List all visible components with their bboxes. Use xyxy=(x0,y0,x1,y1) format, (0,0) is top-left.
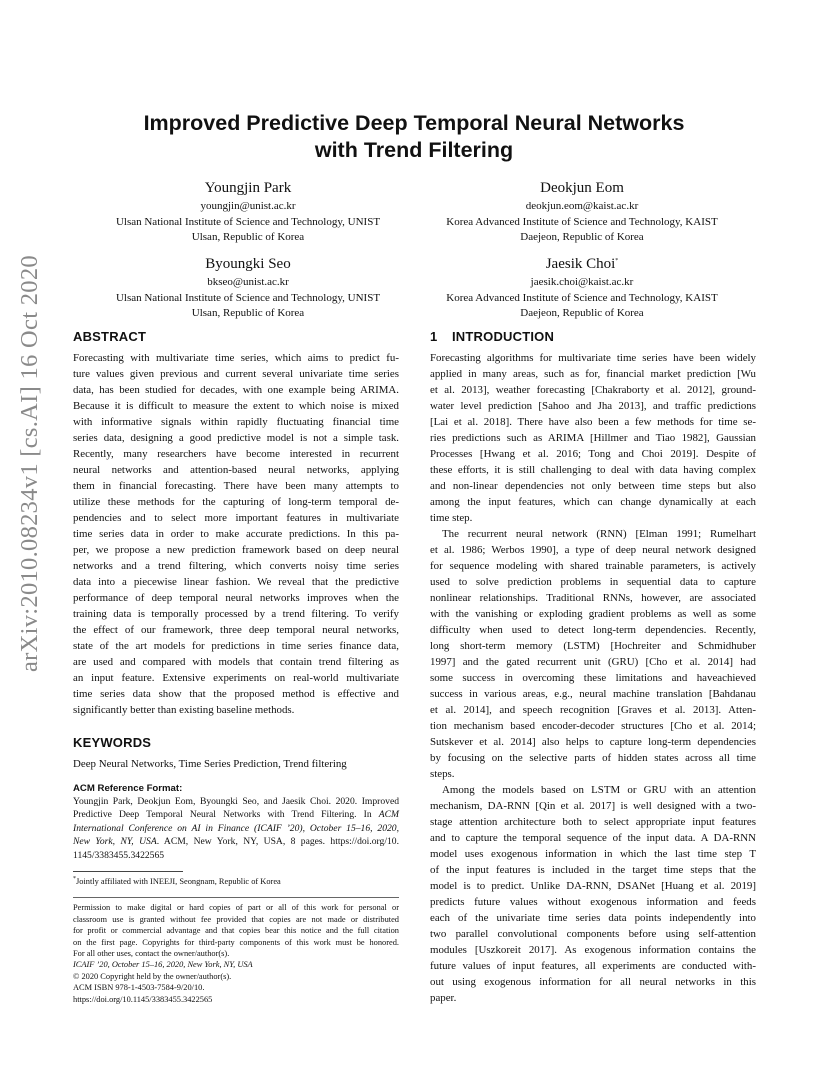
text-line: nonlinear relationships. Traditional RNNs, however, are associated xyxy=(430,592,756,604)
text-line: them in financial forecasting. There have been many attempts to xyxy=(73,480,399,492)
author-location: Ulsan, Republic of Korea xyxy=(191,231,305,243)
text-line: water level prediction [Sahoo and Jha 2013], and traffic predictions xyxy=(430,400,756,412)
title-line-2: with Trend Filtering xyxy=(314,138,514,162)
abstract-body xyxy=(73,350,399,718)
text-line: these efforts, it is still challenging to deal with data having complex xyxy=(430,464,756,476)
text-line: Processes [Hwang et al. 2016; Tong and Choi 2019]. Despite of xyxy=(430,448,756,460)
text-line: are used and compared with models that contain trend filtering as xyxy=(73,656,399,668)
keywords-text: Deep Neural Networks, Time Series Prediction, Trend filtering xyxy=(73,758,347,770)
text-line: out using exogenous information for all neural networks in this xyxy=(430,976,756,988)
author-block xyxy=(92,178,404,246)
text-line: [Lai et al. 2018]. There have also been a few methods for time se- xyxy=(430,416,756,428)
author-footnote-marker: * xyxy=(615,258,619,264)
text-line: Because it is difficult to measure the extent to which noise is mixed xyxy=(73,400,399,412)
author-email: youngjin@unist.ac.kr xyxy=(200,200,296,212)
permission-notice xyxy=(73,902,399,1005)
right-column xyxy=(430,328,756,1006)
text-line: used to solve prediction problems in sequential data to capture xyxy=(430,576,756,588)
introduction-heading xyxy=(430,328,756,346)
acm-reference-heading: ACM Reference Format: xyxy=(73,783,183,794)
footnote-divider xyxy=(73,871,183,872)
footnote-marker: * xyxy=(73,876,76,883)
text-line: 1145/3383455.3422565 xyxy=(73,849,165,861)
author-name: Deokjun Eom xyxy=(540,180,624,196)
author-affiliation: Korea Advanced Institute of Science and Technology, KAIST xyxy=(446,291,718,304)
text-line: data, has been studied for decades, with one example being ARIMA. xyxy=(73,384,399,396)
author-affiliation: Ulsan National Institute of Science and Technology, UNIST xyxy=(115,215,381,228)
doi-link[interactable]: https://doi.org/10.1145/3383455.3422565 xyxy=(73,994,213,1004)
text-line: state of the art models for predictions in time series finance data, xyxy=(73,640,399,652)
text-line: two parallel convolutional components before using self-attention xyxy=(430,928,756,940)
text-line: Forecasting algorithms for multivariate time series have been widely xyxy=(430,352,756,364)
text-line: series data, designing a good predictive model is not a simple task. xyxy=(73,432,399,444)
text-line: classroom use is granted without fee provided that copies are not made or distributed xyxy=(73,914,399,924)
text-line: pendencies and to select more important features in multivariate xyxy=(73,512,399,524)
text-line: time series data in order to make accurate predictions. In this pa- xyxy=(73,528,399,540)
text-line: International Conference on AI in Finance (ICAIF ’20), October 15–16, 2020, xyxy=(73,822,399,834)
author-name: Youngjin Park xyxy=(204,180,292,196)
text-line: time series data show that the proposed method is effective and xyxy=(73,688,399,700)
permission-divider xyxy=(73,897,399,898)
author-email: deokjun.eom@kaist.ac.kr xyxy=(525,200,639,212)
text-line: Permission to make digital or hard copies of part or all of this work for personal or xyxy=(73,903,399,913)
text-line: on the first page. Copyrights for third-party components of this work must be honored. xyxy=(73,937,399,947)
text-line: Among the models based on LSTM or GRU with an attention xyxy=(442,784,756,796)
text-line: for sequence modeling with shared trainable parameters, is actively xyxy=(430,560,756,572)
text-line: training data is temporally processed by a trend filtering. To verify xyxy=(73,608,399,620)
text-line: The recurrent neural network (RNN) [Elman 1991; Rumelhart xyxy=(442,528,756,540)
section-number: 1 xyxy=(430,329,438,344)
text-line: per, we propose a new prediction framework based on deep neural xyxy=(73,544,399,556)
text-line: For all other uses, contact the owner/author(s). xyxy=(73,948,230,958)
isbn-line: ACM ISBN 978-1-4503-7584-9/20/10. xyxy=(73,983,205,993)
text-line: significantly better than existing baseline methods. xyxy=(73,704,295,716)
text-line: and to capture the temporal sequence of the input data. A DA-RNN xyxy=(430,832,756,844)
section-title: INTRODUCTION xyxy=(452,329,555,344)
text-line: among the input features, which can change dynamically at each xyxy=(430,496,756,508)
arxiv-identifier: arXiv:2010.08234v1 [cs.AI] 16 Oct 2020 xyxy=(16,255,43,672)
author-name: Jaesik Choi xyxy=(545,256,616,272)
text-line: model uses exogenous information in which the last time step T xyxy=(430,848,756,860)
text-line: with informative signals within rapidly fluctuating financial time xyxy=(73,416,399,428)
text-line: future values of input features, all experiments are conducted with- xyxy=(430,960,756,972)
text-line: each of the univariate time series data points independently into xyxy=(430,912,756,924)
text-line: modules [Uszkoreit 2017]. As exogenous information contains the xyxy=(430,944,756,956)
author-name: Byoungki Seo xyxy=(205,256,291,272)
text-line: performance of deep temporal neural networks improves when the xyxy=(73,592,399,604)
text-line: neural networks and attention-based neural networks, applying xyxy=(73,464,399,476)
author-email: jaesik.choi@kaist.ac.kr xyxy=(530,276,634,288)
text-line: 1997] and the gated recurrent unit (GRU) [Cho et al. 2014] had xyxy=(430,656,756,668)
text-line: Predictive Deep Temporal Neural Networks with Trend Filtering. In ACM xyxy=(73,809,399,821)
copyright-line: © 2020 Copyright held by the owner/author(s). xyxy=(73,971,232,981)
keywords-heading: KEYWORDS xyxy=(73,735,152,750)
text-line: et al. 1986; Werbos 1990], a type of deep neural network designed xyxy=(430,544,756,556)
text-line: data into a piecewise linear fashion. We reveal that the predictive xyxy=(73,576,399,588)
text-line: stage attention architecture both to select appropriate input features xyxy=(430,816,756,828)
author-location: Daejeon, Republic of Korea xyxy=(520,231,644,243)
abstract-heading: ABSTRACT xyxy=(73,329,147,344)
author-location: Daejeon, Republic of Korea xyxy=(520,307,644,319)
text-line: and non-linear dependencies not only between time steps but also xyxy=(430,480,756,492)
text-line: some success in overcoming these limitations and haveachieved xyxy=(430,672,756,684)
text-line: predicts future values without exogenous information and feeds xyxy=(430,896,756,908)
footnote: *Jointly affiliated with INEEJI, Seongnam, Republic of Korea xyxy=(73,876,281,887)
author-affiliation: Korea Advanced Institute of Science and Technology, KAIST xyxy=(446,215,718,228)
author-email: bkseo@unist.ac.kr xyxy=(207,276,289,288)
title-line-1: Improved Predictive Deep Temporal Neural Networks xyxy=(143,111,685,135)
text-line: model is to predict. Unlike DA-RNN, DSANet [Huang et al. 2019] xyxy=(430,880,756,892)
left-column xyxy=(73,328,399,1005)
text-line: networks and a trend filtering, which converts noisy time series xyxy=(73,560,399,572)
text-line: applied in many areas, such as for, financial market prediction [Wu xyxy=(430,368,756,380)
author-block xyxy=(92,254,404,322)
text-line: difficulty when used to detect long-term dependencies. Recently, xyxy=(430,624,756,636)
text-line: success in various areas, e.g., neural machine translation [Bahdanau xyxy=(430,688,756,700)
text-line: by focusing on the selective parts of hidden states across all time xyxy=(430,752,756,764)
text-line: et al. 2014], and speech recognition [Graves et al. 2013]. Atten- xyxy=(430,704,756,716)
text-line: mechanism, DA-RNN [Qin et al. 2017] is well designed with a two- xyxy=(430,800,756,812)
author-block xyxy=(424,254,740,322)
author-location: Ulsan, Republic of Korea xyxy=(191,307,305,319)
text-line: New York, NY, USA. ACM, New York, NY, USA, 8 pages. https://doi.org/10. xyxy=(73,836,399,848)
text-line: Forecasting with multivariate time series, which aims to predict fu- xyxy=(73,352,399,364)
introduction-body xyxy=(430,350,756,1006)
text-line: steps. xyxy=(430,768,455,780)
text-line: tion mechanism based encoder-decoder structures [Cho et al. 2014; xyxy=(430,720,756,732)
author-affiliation: Ulsan National Institute of Science and Technology, UNIST xyxy=(115,291,381,304)
text-line: for profit or commercial advantage and that copies bear this notice and the full citation xyxy=(73,926,399,936)
text-line: long short-term memory (LSTM) [Hochreiter and Schmidhuber xyxy=(430,640,756,652)
text-line: Youngjin Park, Deokjun Eom, Byoungki Seo, and Jaesik Choi. 2020. Improved xyxy=(73,796,399,807)
text-line: an input feature. Extensive experiments on real-world multivariate xyxy=(73,672,399,684)
text-line: ture values given previous and current several univariate time series xyxy=(73,368,399,380)
acm-reference-text xyxy=(73,795,399,862)
text-line: et al. 2013], weather forecasting [Chakraborty et al. 2012], ground- xyxy=(430,384,756,396)
text-line: Sutskever et al. 2014] also helps to capture long-term dependencies xyxy=(430,736,756,748)
text-line: paper. xyxy=(430,992,457,1004)
author-block xyxy=(424,178,740,246)
text-line: of the input features is included in the target time steps that the xyxy=(430,864,756,876)
text-line: the effect of our framework, three deep temporal neural networks, xyxy=(73,624,399,636)
text-line: ries predictions such as ARIMA [Hillmer and Tiao 1982], Gaussian xyxy=(430,432,756,444)
venue-line: ICAIF ’20, October 15–16, 2020, New York, NY, USA xyxy=(73,960,253,970)
text-line: with the vanishing or exploding gradient problems as well as some xyxy=(430,608,756,620)
paper-title xyxy=(74,110,754,164)
text-line: time step. xyxy=(430,512,473,524)
text-line: utilize these methods for the capturing of long-term temporal de- xyxy=(73,496,399,508)
text-line: Recently, many researchers have become interested in recurrent xyxy=(73,448,399,460)
